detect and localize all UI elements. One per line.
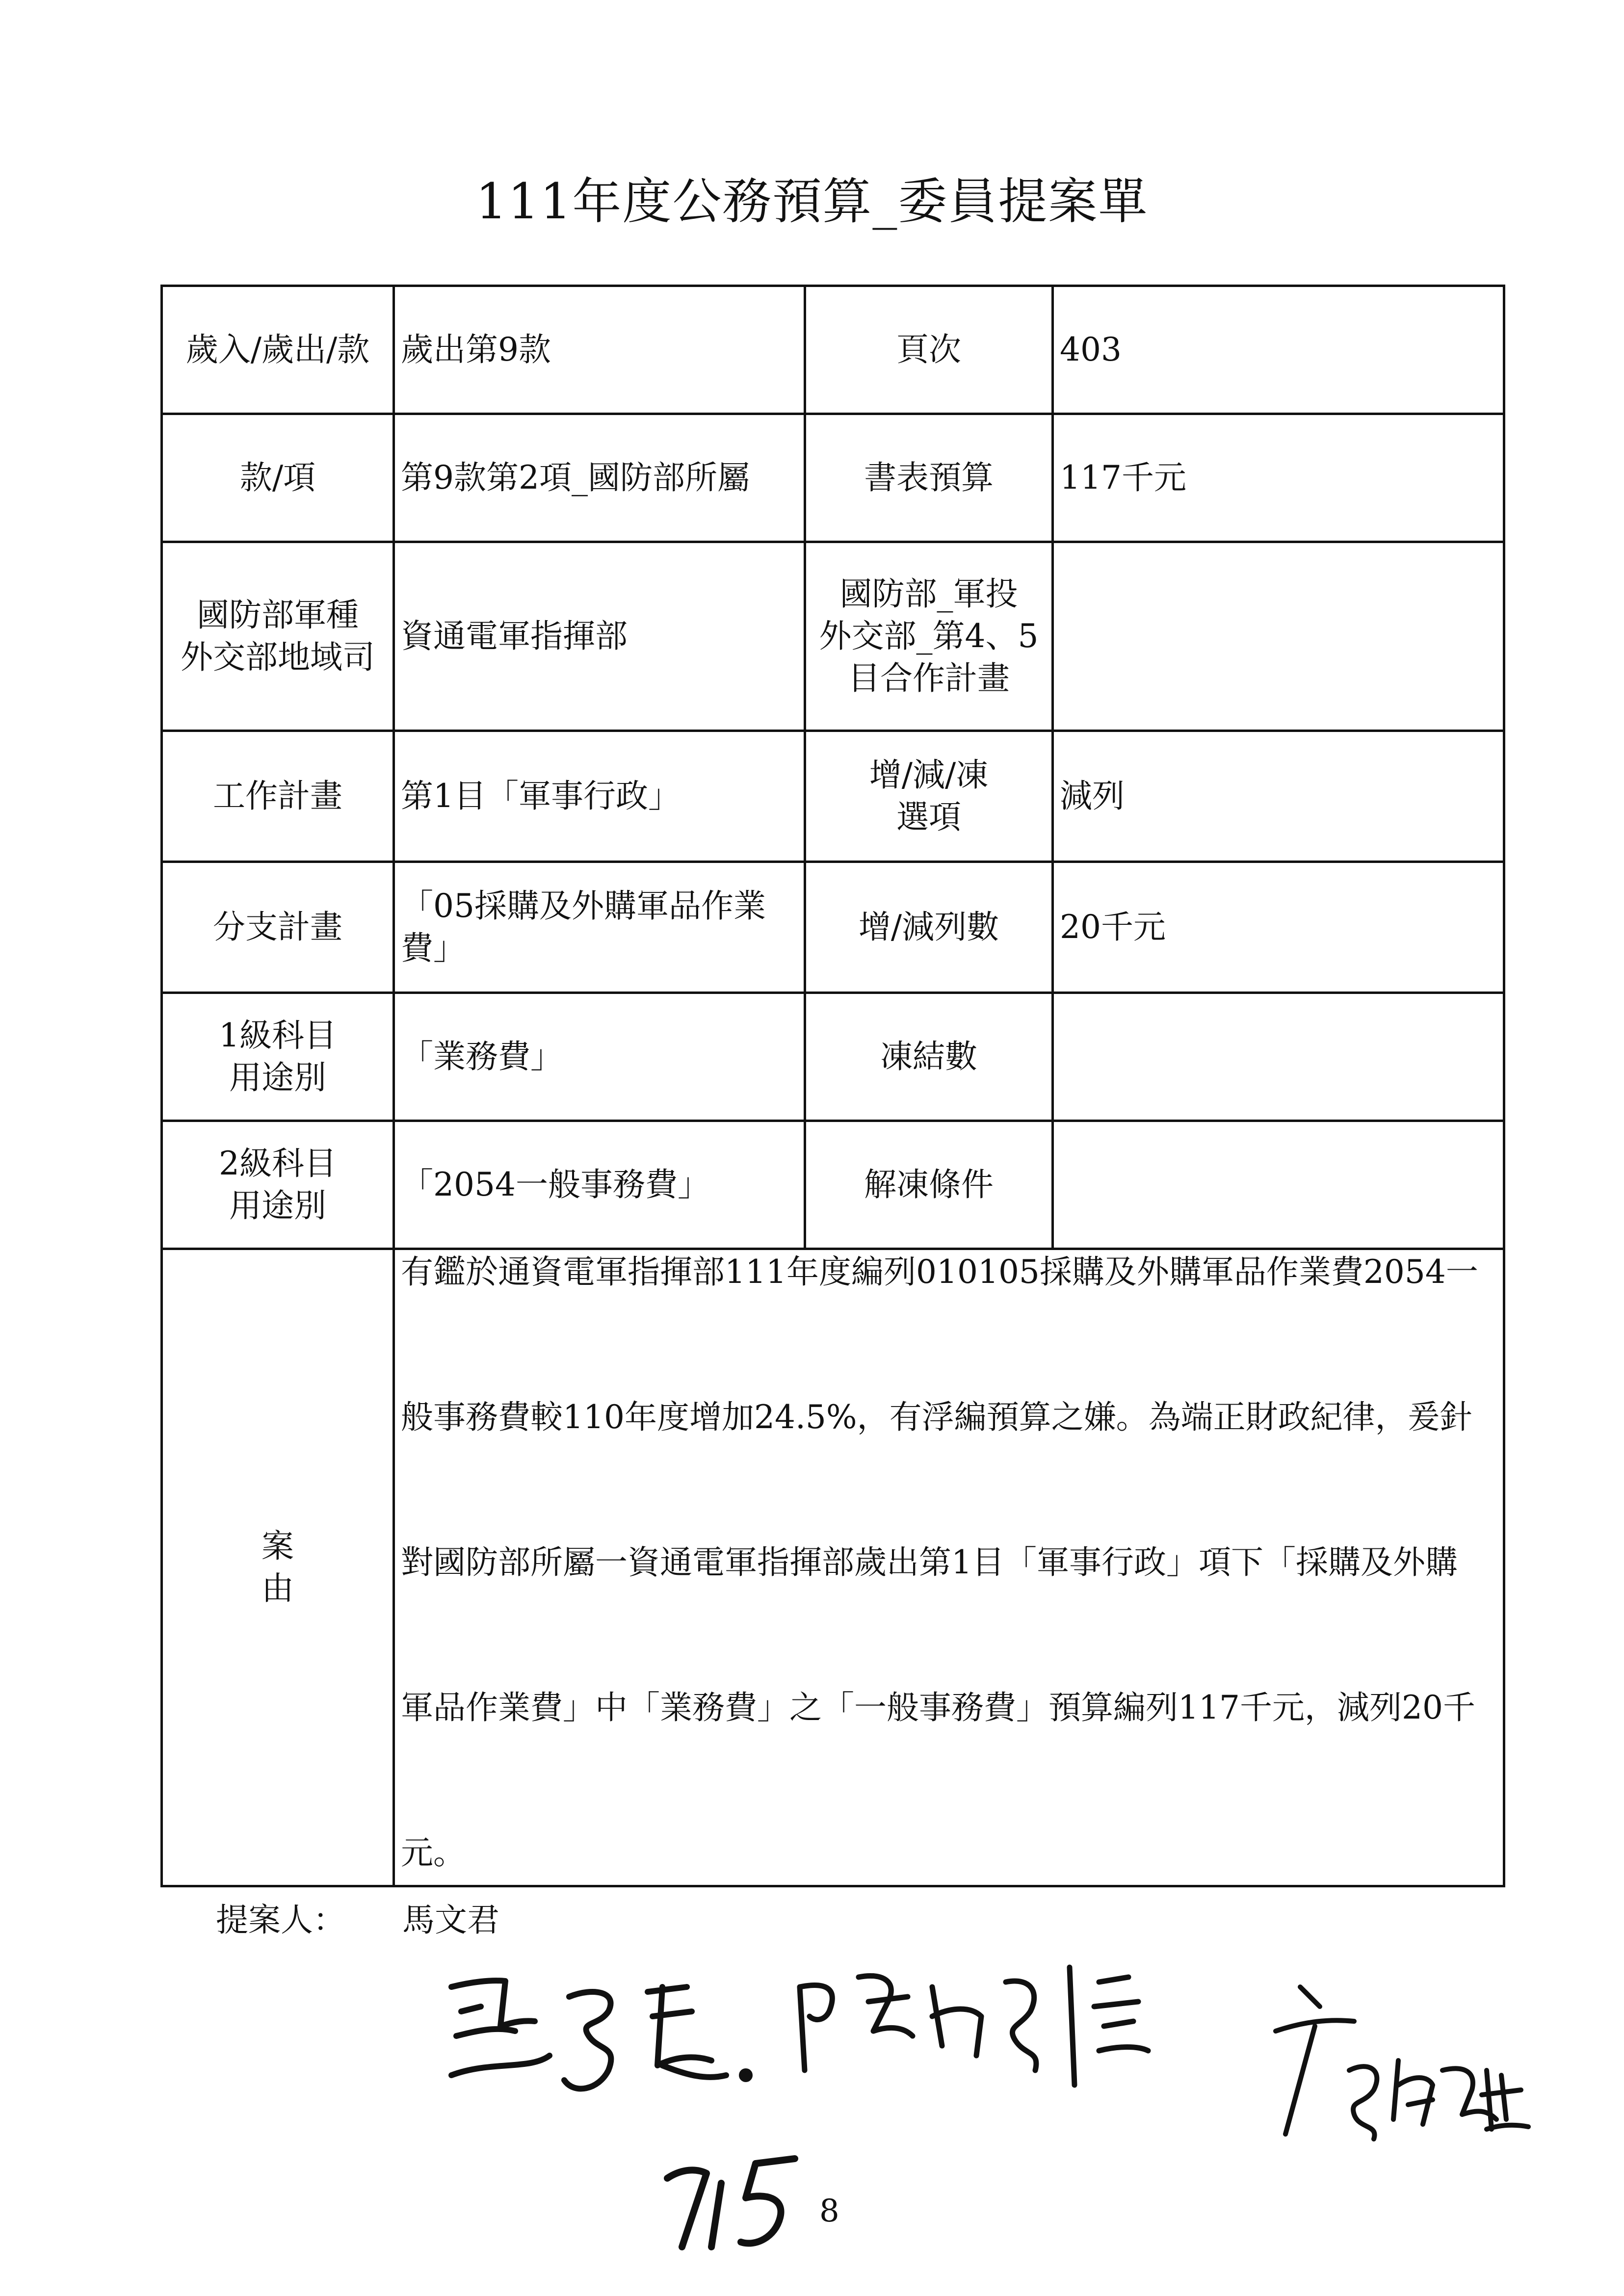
reason-line-4: 軍品作業費」中「業務費」之「一般事務費」預算編列117千元，減列20千 [401, 1689, 1475, 1726]
row-level1-subject [162, 993, 1504, 1121]
value-branch-line1: 「05採購及外購軍品作業 [401, 887, 766, 925]
label-level2-line1: 2級科目 [219, 1145, 337, 1183]
label-reason-char1: 案 [262, 1527, 294, 1565]
value-branch-plan [394, 862, 805, 993]
label-unit [162, 542, 394, 731]
row-branch-plan [162, 862, 1504, 993]
label-item: 款/項 [162, 414, 394, 542]
label-cooperation-plan [805, 542, 1053, 731]
page-title: 111年度公務預算_委員提案單 [475, 173, 1149, 230]
value-unfreeze-condition [1053, 1121, 1504, 1249]
value-level2-subject: 「2054一般事務費」 [394, 1121, 805, 1249]
label-level1-line2: 用途別 [229, 1059, 326, 1096]
row-unit [162, 542, 1504, 731]
label-level2-line2: 用途別 [229, 1187, 326, 1225]
label-unit-line2: 外交部地域司 [181, 638, 375, 676]
label-reason-char2: 由 [262, 1569, 294, 1607]
label-unfreeze-condition: 解凍條件 [805, 1121, 1053, 1249]
label-level1-line1: 1級科目 [219, 1017, 337, 1055]
row-section [162, 286, 1504, 414]
label-reason [162, 1249, 394, 1886]
label-option-line1: 增/減/凍 [869, 756, 989, 794]
row-item [162, 414, 1504, 542]
label-budget: 書表預算 [805, 414, 1053, 542]
label-change-amount: 增/減列數 [805, 862, 1053, 993]
handwritten-number [657, 2149, 805, 2257]
row-work-plan [162, 731, 1504, 862]
value-item: 第9款第2項_國防部所屬 [394, 414, 805, 542]
label-branch-plan: 分支計畫 [162, 862, 394, 993]
proposer-name: 馬文君 [402, 1901, 499, 1939]
value-reason [394, 1249, 1504, 1886]
signature-2 [785, 1948, 1158, 2105]
value-section: 歲出第9款 [394, 286, 805, 414]
label-level2-subject [162, 1121, 394, 1249]
proposer [216, 1894, 499, 1940]
label-unit-line1: 國防部軍種 [197, 596, 359, 634]
value-branch-line2: 費」 [401, 929, 466, 967]
page-number: 8 [819, 2193, 839, 2229]
label-coop-line1: 國防部_軍投 [839, 575, 1018, 613]
value-cooperation-plan [1053, 542, 1504, 731]
value-work-plan: 第1目「軍事行政」 [394, 731, 805, 862]
reason-line-1: 有鑑於通資電軍指揮部111年度編列010105採購及外購軍品作業費2054一 [401, 1253, 1478, 1291]
value-change-amount: 20千元 [1053, 862, 1504, 993]
label-section: 歲入/歲出/款 [162, 286, 394, 414]
proposer-label: 提案人： [216, 1901, 345, 1939]
label-page: 頁次 [805, 286, 1053, 414]
value-option: 減列 [1053, 731, 1504, 862]
label-coop-line2: 外交部_第4、5 [819, 617, 1039, 655]
signature-1 [432, 1957, 775, 2114]
reason-line-3: 對國防部所屬一資通電軍指揮部歲出第1目「軍事行政」項下「採購及外購 [401, 1543, 1458, 1581]
label-option [805, 731, 1053, 862]
proposal-form-table [160, 285, 1505, 1887]
label-level1-subject [162, 993, 394, 1121]
label-freeze-amount: 凍結數 [805, 993, 1053, 1121]
value-freeze-amount [1053, 993, 1504, 1121]
row-reason [162, 1249, 1504, 1886]
reason-line-2: 般事務費較110年度增加24.5%，有浮編預算之嫌。為端正財政紀律，爰針 [401, 1398, 1472, 1436]
value-page: 403 [1053, 286, 1504, 414]
label-coop-line3: 目合作計畫 [848, 659, 1010, 697]
row-level2-subject [162, 1121, 1504, 1249]
signature-3 [1256, 1972, 1531, 2149]
reason-line-5: 元。 [401, 1834, 466, 1872]
label-work-plan: 工作計畫 [162, 731, 394, 862]
value-unit: 資通電軍指揮部 [394, 542, 805, 731]
label-option-line2: 選項 [896, 798, 961, 836]
value-level1-subject: 「業務費」 [394, 993, 805, 1121]
value-budget: 117千元 [1053, 414, 1504, 542]
